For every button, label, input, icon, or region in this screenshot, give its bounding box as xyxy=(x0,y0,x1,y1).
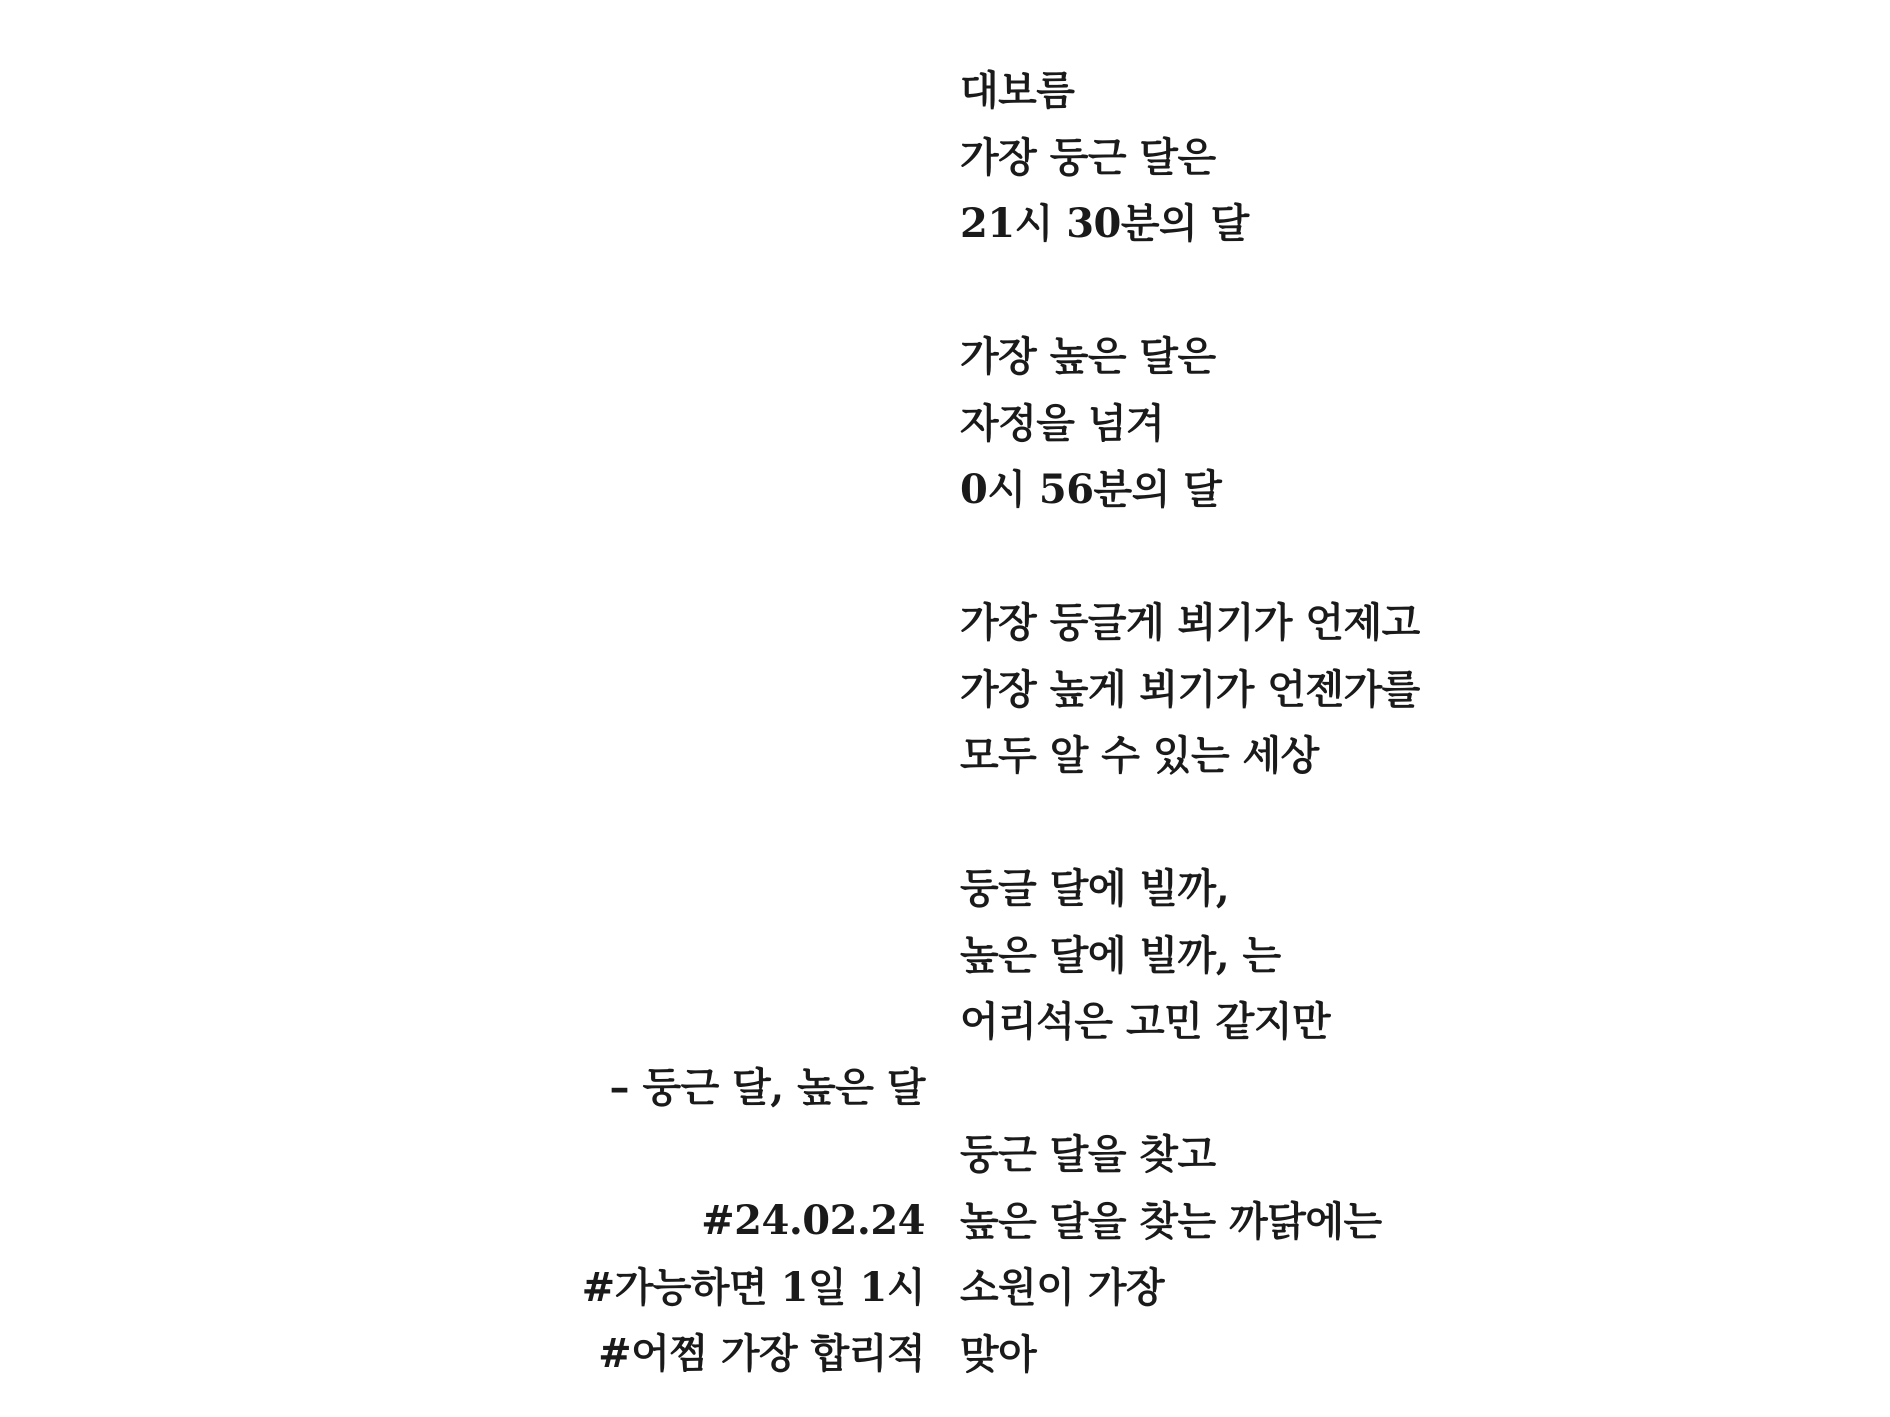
poem-line: 둥글 달에 빌까, xyxy=(960,865,1230,912)
poem-line: 둥근 달을 찾고 xyxy=(960,1131,1216,1178)
poem-line: 맞아 xyxy=(960,1330,1037,1378)
stanza-break xyxy=(960,524,1420,591)
poem-line: 소원이 가장 xyxy=(960,1264,1165,1311)
hashtag-date: #24.02.24 xyxy=(701,1197,925,1244)
poem-line: 자정을 넘겨 xyxy=(960,399,1165,447)
poem-line: 0시 56분의 달 xyxy=(960,466,1222,513)
poem-line: 대보름 xyxy=(960,67,1075,114)
poem-line: 가장 높게 뵈기가 언젠가를 xyxy=(960,665,1420,713)
poem-line: 어리석은 고민 같지만 xyxy=(960,998,1331,1045)
hashtag: #어쩜 가장 합리적 xyxy=(598,1330,925,1377)
hashtag: #가능하면 1일 1시 xyxy=(581,1263,925,1311)
poem-subtitle: – 둥근 달, 높은 달 xyxy=(609,1064,925,1111)
poem-line: 모두 알 수 있는 세상 xyxy=(960,732,1319,779)
stanza-break xyxy=(960,1056,1420,1123)
poem-line: 가장 높은 달은 xyxy=(960,333,1216,380)
poem-line: 가장 둥글게 뵈기가 언제고 xyxy=(960,599,1420,646)
poem-line: 21시 30분의 달 xyxy=(960,200,1249,247)
poem-line: 높은 달에 빌까, 는 xyxy=(960,931,1281,979)
hashtag-list xyxy=(582,1188,925,1388)
stanza-break xyxy=(960,790,1420,857)
stanza-break xyxy=(960,258,1420,325)
poem-line: 가장 둥근 달은 xyxy=(960,133,1216,181)
poem-body xyxy=(960,58,1420,1388)
poem-line: 높은 달을 찾는 까닭에는 xyxy=(960,1197,1382,1245)
